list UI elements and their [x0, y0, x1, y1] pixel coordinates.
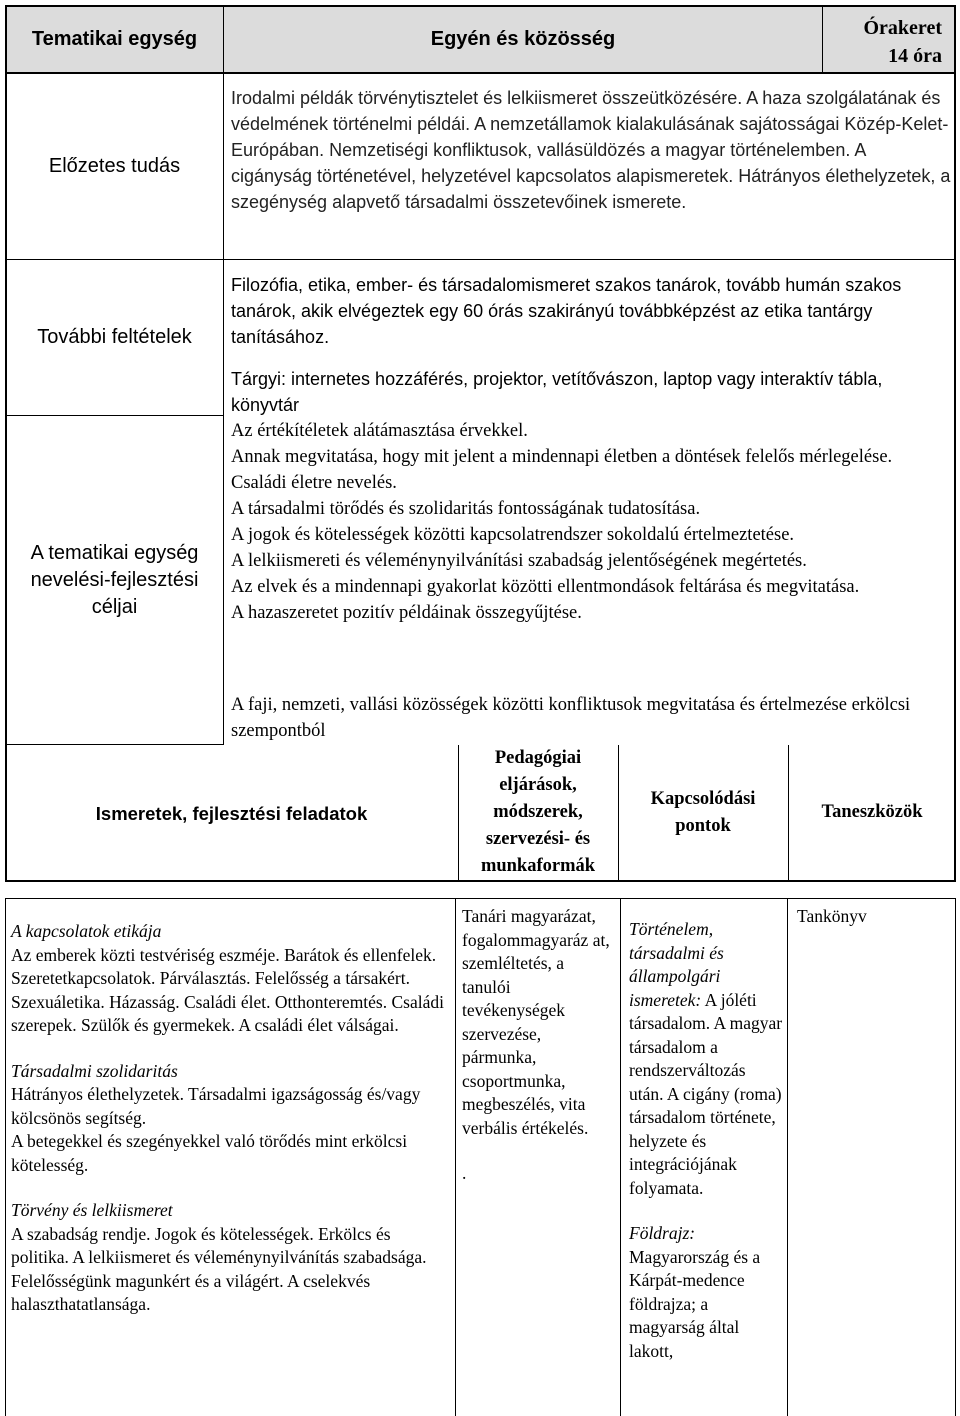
methods-dot: .	[462, 1163, 467, 1183]
border-line	[620, 898, 621, 1416]
border-line	[5, 72, 956, 74]
goal-item: Az elvek és a mindennapi gyakorlat közötti ellentmondások feltárása és megvitatása.	[231, 577, 860, 597]
spacer	[11, 1177, 449, 1199]
goal-item: Az értékítéletek alátámasztása érvekkel.	[231, 421, 528, 441]
knowledge-content	[11, 920, 449, 1317]
border-line	[954, 5, 956, 882]
border-line	[822, 5, 823, 73]
links-history-text: A jóléti társadalom. A magyar társadalom a rendszerváltozás után. A cigány (roma) társadalom története, helyzete és integrációjának folyamata.	[629, 989, 783, 1198]
section-text-relations: Az emberek közti testvériség eszméje. Barátok és ellenfelek. Szeretetkapcsolatok. Párválasztás. Felelősség a társakért. Szexuáletika. Házasság. Családi élet. Otthonteremtés. Családi szerepek. Szülők és gyermekek. A családi élet válságai.	[11, 944, 444, 1035]
section-title-relations: A kapcsolatok etikája	[11, 921, 162, 941]
further-conditions-text: Filozófia, etika, ember- és társadalomismeret szakos tanárok, tovább humán szakos tanárok, akik elvégeztek egy 60 órás szakirányú továbbképzést az etika tantárgy tanításához.	[231, 275, 902, 347]
border-line	[5, 880, 956, 882]
border-line	[5, 898, 6, 1416]
goal-item: A lelkiismereti és véleménynyilvánítási szabadság jelentőségének megértetés.	[231, 551, 807, 571]
goal-item: A jogok és kötelességek közötti kapcsolatrendszer sokoldalú értelmeztetése.	[231, 525, 795, 545]
section-title-law: Törvény és lelkiismeret	[11, 1200, 173, 1220]
goals-list	[231, 418, 951, 626]
goal-item: Családi életre nevelés.	[231, 473, 397, 493]
col-header-tools: Taneszközök	[821, 802, 923, 822]
goal-item: A hazaszeretet pozitív példáinak összegyűjtése.	[231, 603, 582, 623]
border-line	[618, 745, 619, 881]
hours-label: Órakeret	[863, 17, 942, 39]
prior-knowledge-text: Irodalmi példák törvénytisztelet és lelkiismeret összeütközésére. A haza szolgálatának és védelmének történelmi példái. A nemzetállamok kialakulásának sajátosságai Közép-Kelet-Európában. Nemzetiségi konfliktusok, vallásüldözés a magyar történelemben. A cigányság történetével, helyzetével kapcsolatos alapismeretek. Hátrányos élethelyzetek, a szegénység alapvető társadalmi összetevőinek ismerete.	[231, 88, 951, 212]
further-conditions-label: További feltételek	[37, 326, 192, 348]
spacer	[462, 1140, 614, 1162]
section-title-solidarity: Társadalmi szolidaritás	[11, 1060, 178, 1081]
prior-knowledge-label: Előzetes tudás	[48, 155, 181, 177]
border-line	[5, 5, 956, 7]
links-content	[629, 918, 784, 1363]
methods-text: Tanári magyarázat, fogalommagyaráz at, szemléltetés, a tanulói tevékenységek szervezése, pármunka, csoportmunka, megbeszélés, vita verbális értékelés.	[462, 906, 610, 1138]
col-header-methods: Pedagógiai eljárások, módszerek, szervezési- és munkaformák	[480, 748, 596, 876]
section-text-law: A szabadság rendje. Jogok és kötelességek. Erkölcs és politika. A lelkiismeret és véleménynyilvánítás szabadsága. Felelősségünk magunkért és a világért. A cselekvés halaszthatatlansága.	[11, 1223, 427, 1314]
hours-value: 14 óra	[888, 45, 942, 67]
links-geography-title: Földrajz:	[629, 1223, 696, 1243]
goal-item: Annak megvitatása, hogy mit jelent a mindennapi életben a döntések felelős mérlegelése.	[231, 447, 893, 467]
col-header-links: Kapcsolódási pontok	[650, 788, 756, 836]
border-line	[788, 745, 789, 881]
spacer	[11, 1038, 449, 1060]
links-geography-text: Magyarország és a Kárpát-medence földrajza; a magyarság által lakott,	[629, 1246, 761, 1361]
methods-content	[462, 905, 614, 1186]
goals-label: A tematikai egység nevelési-fejlesztési céljai	[30, 541, 199, 618]
border-line	[787, 898, 788, 1416]
header-unit-label: Tematikai egység	[31, 28, 198, 50]
section-text-solidarity-2: A betegekkel és szegényekkel való törődés mint erkölcsi kötelesség.	[11, 1131, 408, 1175]
border-line	[5, 5, 7, 882]
border-line	[5, 744, 224, 745]
header-title: Egyén és közösség	[430, 28, 616, 50]
goal-item: A társadalmi törődés és szolidaritás fontosságának tudatosítása.	[231, 499, 701, 519]
section-text-solidarity-1: Hátrányos élethelyzetek. Társadalmi igazságosság és/vagy kölcsönös segítség.	[11, 1084, 421, 1128]
tools-content: Tankönyv	[797, 906, 867, 926]
border-line	[5, 259, 956, 260]
border-line	[455, 898, 456, 1416]
goals-extra: A faji, nemzeti, vallási közösségek közötti konfliktusok megvitatása és értelmezése erkölcsi szempontból	[231, 695, 911, 741]
border-line	[5, 415, 224, 416]
resources-text: Tárgyi: internetes hozzáférés, projektor, vetítővászon, laptop vagy interaktív tábla, könyvtár	[231, 369, 883, 415]
header-hours	[822, 14, 956, 73]
spacer	[629, 1200, 784, 1222]
links-history-title: Történelem, társadalmi és állampolgári ismeretek:	[629, 919, 724, 1010]
border-line	[223, 5, 224, 745]
border-line	[5, 898, 956, 899]
border-line	[458, 745, 459, 881]
border-line	[955, 898, 956, 1416]
col-header-knowledge: Ismeretek, fejlesztési feladatok	[95, 803, 368, 824]
